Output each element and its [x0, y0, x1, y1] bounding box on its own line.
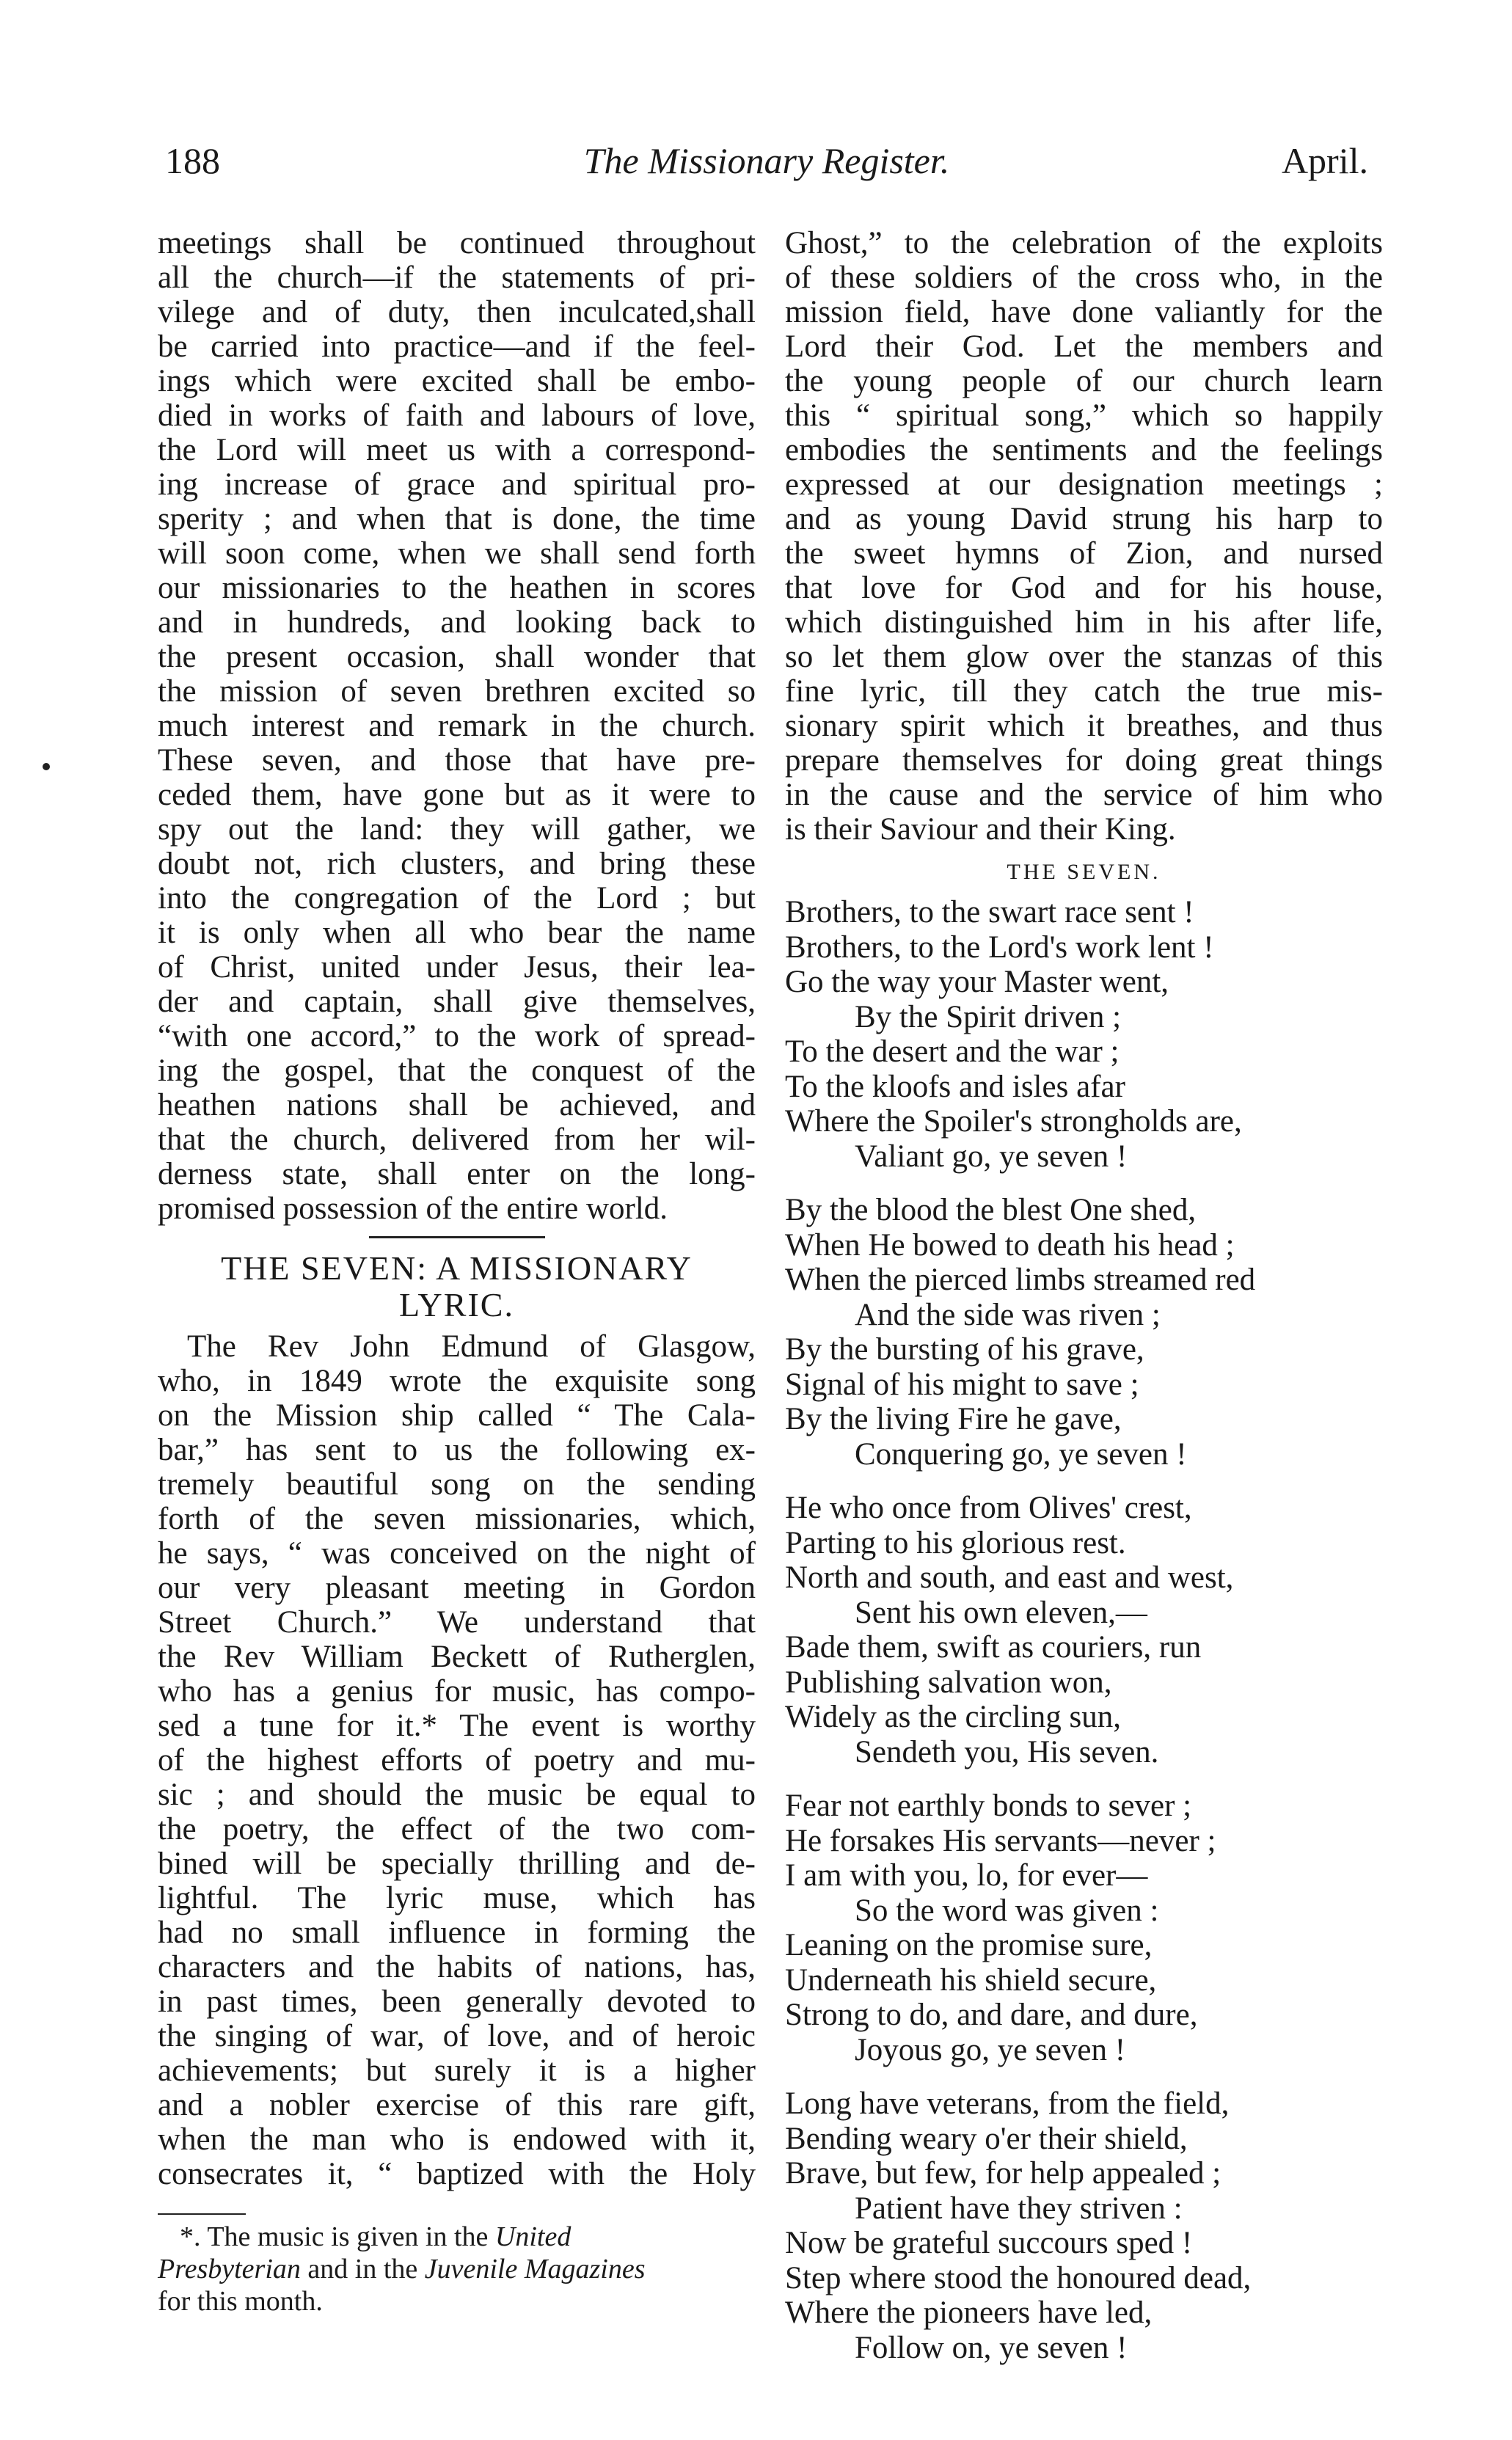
- poem-line: Now be grateful succours sped !: [785, 2226, 1193, 2260]
- page-header: [165, 139, 1368, 191]
- text-line: into the congregation of the Lord ; but: [158, 881, 756, 916]
- text-line: will soon come, when we shall send forth: [158, 536, 756, 571]
- issue-month: April.: [1281, 140, 1368, 181]
- text-line: doubt not, rich clusters, and bring these: [158, 847, 756, 881]
- left-column: [158, 226, 756, 2317]
- poem-line: Publishing salvation won,: [785, 1665, 1112, 1700]
- text-line: the present occasion, shall wonder that: [158, 640, 756, 674]
- text-line: vilege and of duty, then inculcated,shall: [158, 295, 756, 329]
- poem-line: Brothers, to the Lord's work lent !: [785, 929, 1214, 965]
- poem-line: When the pierced limbs streamed red: [785, 1263, 1256, 1297]
- text-line: all the church—if the statements of pri-: [158, 260, 756, 295]
- text-line: mission field, have done valiantly for the: [785, 295, 1383, 329]
- right-intro-paragraph: [785, 226, 1383, 847]
- poem-line: Long have veterans, from the field,: [785, 2086, 1230, 2121]
- poem-line: By the Spirit driven ;: [855, 999, 1122, 1034]
- poem-line: By the bursting of his grave,: [785, 1332, 1144, 1367]
- right-column: [785, 226, 1383, 2384]
- poem-line: Follow on, ye seven !: [855, 2330, 1128, 2365]
- footnote-line: for this month.: [158, 2286, 323, 2317]
- section-divider: [369, 1236, 545, 1238]
- poem-stanza: [785, 1789, 1383, 2067]
- footnote-line: Presbyterian and in the Juvenile Magazines: [158, 2254, 646, 2284]
- poem-line: Conquering go, ye seven !: [855, 1436, 1187, 1472]
- left-intro-paragraph: [158, 226, 756, 1226]
- text-line: promised possession of the entire world.: [158, 1191, 668, 1226]
- poem-stanza: [785, 2086, 1383, 2365]
- poem-line: Signal of his might to save ;: [785, 1367, 1139, 1402]
- footnote: [158, 2221, 756, 2317]
- section-heading: THE SEVEN: A MISSIONARY: [221, 1249, 693, 1287]
- text-line: prepare themselves for doing great things: [785, 743, 1383, 778]
- text-line: ings which were excited shall be embo-: [158, 364, 756, 398]
- text-line: our missionaries to the heathen in scores: [158, 571, 756, 605]
- poem-line: Brave, but few, for help appealed ;: [785, 2156, 1221, 2191]
- poem: [785, 895, 1383, 2365]
- text-line: the poetry, the effect of the two com-: [158, 1812, 756, 1847]
- poem-line: Sent his own eleven,—: [855, 1595, 1147, 1630]
- text-line: he says, “ was conceived on the night of: [158, 1536, 756, 1571]
- poem-line: By the living Fire he gave,: [785, 1402, 1122, 1436]
- text-line: ing increase of grace and spiritual pro-: [158, 467, 756, 502]
- text-line: the singing of war, of love, and of heroic: [158, 2019, 756, 2053]
- text-line: bined will be specially thrilling and de-: [158, 1847, 756, 1881]
- text-line: expressed at our designation meetings ;: [785, 467, 1383, 502]
- section-heading-continued: LYRIC.: [399, 1286, 514, 1323]
- text-line: of the highest efforts of poetry and mu-: [158, 1743, 756, 1778]
- text-line: the young people of our church learn: [785, 364, 1383, 398]
- text-line: sed a tune for it.* The event is worthy: [158, 1709, 756, 1743]
- text-line: ceded them, have gone but as it were to: [158, 778, 756, 812]
- text-line: “with one accord,” to the work of spread-: [158, 1019, 756, 1053]
- poem-line: Parting to his glorious rest.: [785, 1525, 1126, 1560]
- text-line: bar,” has sent to us the following ex-: [158, 1433, 756, 1467]
- text-line: lightful. The lyric muse, which has: [158, 1881, 756, 1915]
- poem-line: I am with you, lo, for ever—: [785, 1858, 1148, 1893]
- text-line: had no small influence in forming the: [158, 1915, 756, 1950]
- text-line: and as young David strung his harp to: [785, 502, 1383, 536]
- text-line: derness state, shall enter on the long-: [158, 1157, 756, 1191]
- text-line: the Rev William Beckett of Rutherglen,: [158, 1640, 756, 1674]
- margin-bullet-mark: [43, 763, 50, 770]
- text-line: is their Saviour and their King.: [785, 812, 1176, 847]
- footnote-divider: [158, 2213, 246, 2215]
- text-line: sperity ; and when that is done, the time: [158, 502, 756, 536]
- text-line: it is only when all who bear the name: [158, 916, 756, 950]
- footnote-line: *. The music is given in the United: [180, 2221, 571, 2252]
- text-line: heathen nations shall be achieved, and: [158, 1088, 756, 1122]
- text-line: and in hundreds, and looking back to: [158, 605, 756, 640]
- poem-line: Patient have they striven :: [855, 2191, 1183, 2226]
- poem-line: Widely as the circling sun,: [785, 1700, 1122, 1734]
- poem-line: When He bowed to death his head ;: [785, 1227, 1235, 1263]
- poem-line: Bending weary o'er their shield,: [785, 2121, 1188, 2156]
- text-line: tremely beautiful song on the sending: [158, 1467, 756, 1502]
- poem-line: So the word was given :: [855, 1893, 1159, 1928]
- poem-line: Sendeth you, His seven.: [855, 1734, 1159, 1769]
- text-line: died in works of faith and labours of love,: [158, 398, 756, 433]
- poem-line: Bade them, swift as couriers, run: [785, 1630, 1202, 1665]
- poem-line: Go the way your Master went,: [785, 965, 1169, 999]
- poem-line: Where the Spoiler's strongholds are,: [785, 1104, 1242, 1139]
- text-line: The Rev John Edmund of Glasgow,: [187, 1329, 756, 1364]
- poem-line: Fear not earthly bonds to sever ;: [785, 1789, 1192, 1823]
- poem-stanza: [785, 895, 1383, 1174]
- text-line: of Christ, united under Jesus, their lea-: [158, 950, 756, 985]
- text-line: which distinguished him in his after life,: [785, 605, 1383, 640]
- text-line: Lord their God. Let the members and: [785, 329, 1383, 364]
- text-line: embodies the sentiments and the feelings: [785, 433, 1383, 467]
- poem-line: North and south, and east and west,: [785, 1560, 1234, 1595]
- poem-line: By the blood the blest One shed,: [785, 1193, 1197, 1227]
- poem-line: Step where stood the honoured dead,: [785, 2260, 1252, 2295]
- text-line: this “ spiritual song,” which so happily: [785, 398, 1383, 433]
- text-line: sic ; and should the music be equal to: [158, 1778, 756, 1812]
- text-line: the sweet hymns of Zion, and nursed: [785, 536, 1383, 571]
- text-line: sionary spirit which it breathes, and thus: [785, 709, 1383, 743]
- poem-line: To the desert and the war ;: [785, 1034, 1120, 1069]
- text-line: in past times, been generally devoted to: [158, 1984, 756, 2019]
- poem-line: Where the pioneers have led,: [785, 2295, 1153, 2330]
- text-line: that the church, delivered from her wil-: [158, 1122, 756, 1157]
- poem-stanza: [785, 1491, 1383, 1769]
- text-line: that love for God and for his house,: [785, 571, 1383, 605]
- text-line: so let them glow over the stanzas of this: [785, 640, 1383, 674]
- text-line: fine lyric, till they catch the true mis-: [785, 674, 1383, 709]
- poem-line: Brothers, to the swart race sent !: [785, 895, 1194, 929]
- poem-line: He who once from Olives' crest,: [785, 1491, 1192, 1525]
- text-line: our very pleasant meeting in Gordon: [158, 1571, 756, 1605]
- text-line: the Lord will meet us with a correspond-: [158, 433, 756, 467]
- text-line: who has a genius for music, has compo-: [158, 1674, 756, 1709]
- text-line: the mission of seven brethren excited so: [158, 674, 756, 709]
- text-line: consecrates it, “ baptized with the Holy: [158, 2157, 756, 2191]
- text-line: der and captain, shall give themselves,: [158, 985, 756, 1019]
- text-line: characters and the habits of nations, has,: [158, 1950, 756, 1984]
- text-line: when the man who is endowed with it,: [158, 2122, 756, 2157]
- poem-line: Leaning on the promise sure,: [785, 1928, 1153, 1962]
- poem-title: THE SEVEN.: [1007, 860, 1161, 884]
- text-line: meetings shall be continued throughout: [158, 226, 756, 260]
- text-line: These seven, and those that have pre-: [158, 743, 756, 778]
- text-line: of these soldiers of the cross who, in the: [785, 260, 1383, 295]
- poem-stanza: [785, 1193, 1383, 1472]
- poem-line: Strong to do, and dare, and dure,: [785, 1998, 1198, 2032]
- text-line: on the Mission ship called “ The Cala-: [158, 1398, 756, 1433]
- text-line: much interest and remark in the church.: [158, 709, 756, 743]
- text-line: be carried into practice—and if the feel-: [158, 329, 756, 364]
- page-number: 188: [165, 140, 220, 181]
- poem-line: To the kloofs and isles afar: [785, 1069, 1125, 1104]
- poem-line: And the side was riven ;: [855, 1297, 1161, 1332]
- text-line: Street Church.” We understand that: [158, 1605, 756, 1640]
- article-body-paragraph: [158, 1329, 756, 2191]
- journal-title: The Missionary Register.: [583, 140, 950, 181]
- text-line: Ghost,” to the celebration of the exploits: [785, 226, 1383, 260]
- poem-line: Underneath his shield secure,: [785, 1962, 1157, 1998]
- text-line: forth of the seven missionaries, which,: [158, 1502, 756, 1536]
- text-line: ing the gospel, that the conquest of the: [158, 1053, 756, 1088]
- text-line: spy out the land: they will gather, we: [158, 812, 756, 847]
- poem-line: Valiant go, ye seven !: [855, 1139, 1128, 1174]
- poem-line: He forsakes His servants—never ;: [785, 1823, 1216, 1858]
- poem-line: Joyous go, ye seven !: [855, 2032, 1126, 2067]
- text-line: who, in 1849 wrote the exquisite song: [158, 1364, 756, 1398]
- text-line: and a nobler exercise of this rare gift,: [158, 2088, 756, 2122]
- text-line: in the cause and the service of him who: [785, 778, 1383, 812]
- text-line: achievements; but surely it is a higher: [158, 2053, 756, 2088]
